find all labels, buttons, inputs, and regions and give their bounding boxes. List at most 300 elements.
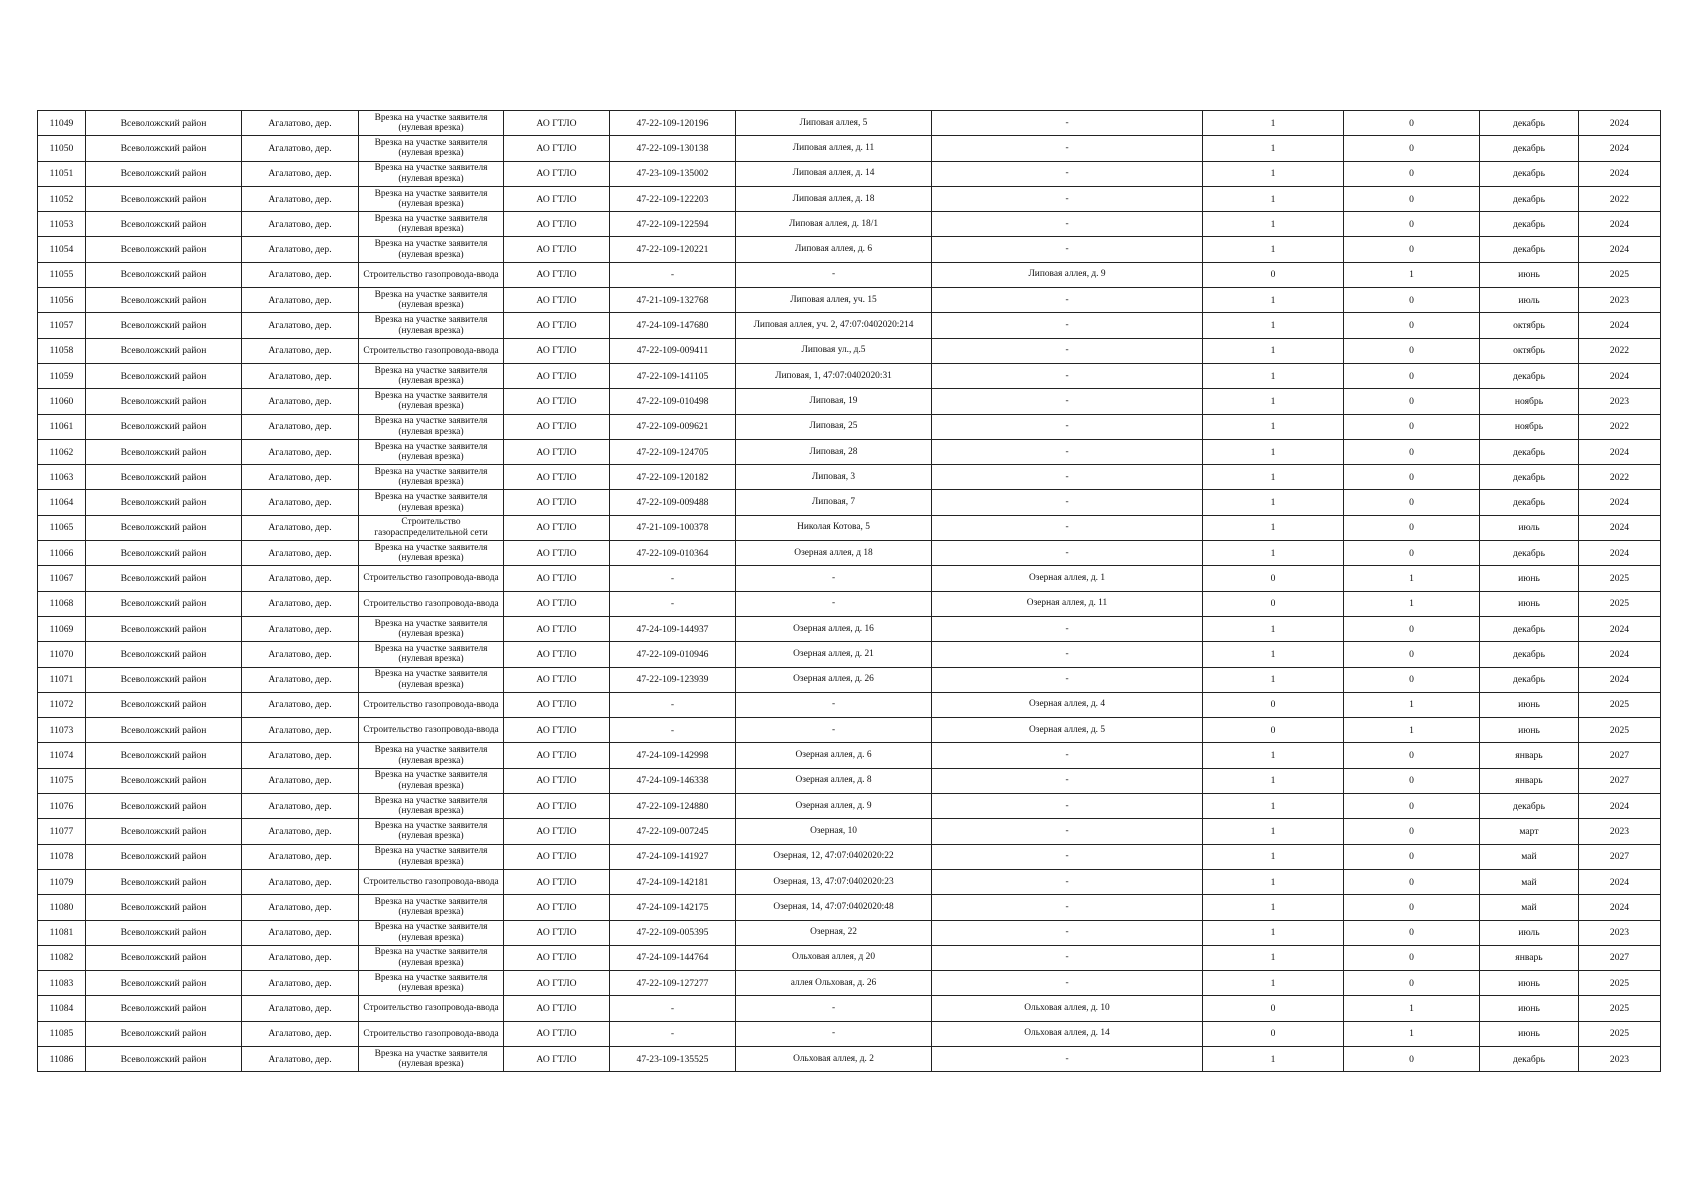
- application-number-cell: 47-22-109-120182: [610, 465, 736, 490]
- year-cell: 2024: [1579, 541, 1661, 566]
- work-type-cell: Строительство газораспределительной сети: [359, 515, 504, 540]
- application-number-cell: 47-22-109-141105: [610, 363, 736, 388]
- table-row: [38, 541, 1661, 566]
- year-cell: 2024: [1579, 642, 1661, 667]
- address-cell: -: [736, 996, 932, 1021]
- district-cell: Всеволожский район: [86, 869, 242, 894]
- settlement-cell: Агалатово, дер.: [242, 566, 359, 591]
- settlement-cell: Агалатово, дер.: [242, 1021, 359, 1046]
- work-type-cell: Врезка на участке заявителя (нулевая врезка): [359, 667, 504, 692]
- year-cell: 2024: [1579, 616, 1661, 641]
- application-number-cell: 47-22-109-007245: [610, 819, 736, 844]
- month-cell: июль: [1480, 920, 1579, 945]
- settlement-cell: Агалатово, дер.: [242, 465, 359, 490]
- count-b-cell: 0: [1344, 1046, 1480, 1071]
- month-cell: декабрь: [1480, 642, 1579, 667]
- address-cell: Озерная аллея, д. 21: [736, 642, 932, 667]
- row-number-cell: 11061: [38, 414, 86, 439]
- settlement-cell: Агалатово, дер.: [242, 945, 359, 970]
- work-type-cell: Врезка на участке заявителя (нулевая врезка): [359, 642, 504, 667]
- year-cell: 2025: [1579, 971, 1661, 996]
- count-a-cell: 1: [1203, 237, 1344, 262]
- settlement-cell: Агалатово, дер.: [242, 262, 359, 287]
- address-cell: Озерная аллея, д 18: [736, 541, 932, 566]
- district-cell: Всеволожский район: [86, 465, 242, 490]
- count-b-cell: 0: [1344, 363, 1480, 388]
- month-cell: декабрь: [1480, 212, 1579, 237]
- month-cell: июнь: [1480, 1021, 1579, 1046]
- month-cell: май: [1480, 869, 1579, 894]
- row-number-cell: 11070: [38, 642, 86, 667]
- count-a-cell: 1: [1203, 794, 1344, 819]
- district-cell: Всеволожский район: [86, 212, 242, 237]
- row-number-cell: 11082: [38, 945, 86, 970]
- month-cell: март: [1480, 819, 1579, 844]
- count-b-cell: 1: [1344, 718, 1480, 743]
- table-row: [38, 186, 1661, 211]
- row-number-cell: 11073: [38, 718, 86, 743]
- count-b-cell: 0: [1344, 490, 1480, 515]
- settlement-cell: Агалатово, дер.: [242, 642, 359, 667]
- settlement-cell: Агалатово, дер.: [242, 591, 359, 616]
- row-number-cell: 11066: [38, 541, 86, 566]
- planned-address-cell: -: [932, 743, 1203, 768]
- count-b-cell: 0: [1344, 920, 1480, 945]
- row-number-cell: 11062: [38, 439, 86, 464]
- table-row: [38, 743, 1661, 768]
- count-b-cell: 0: [1344, 389, 1480, 414]
- month-cell: май: [1480, 895, 1579, 920]
- year-cell: 2023: [1579, 920, 1661, 945]
- table-row: [38, 439, 1661, 464]
- application-number-cell: -: [610, 262, 736, 287]
- planned-address-cell: -: [932, 971, 1203, 996]
- district-cell: Всеволожский район: [86, 819, 242, 844]
- organization-cell: АО ГТЛО: [504, 794, 610, 819]
- district-cell: Всеволожский район: [86, 313, 242, 338]
- address-cell: Ольховая аллея, д. 2: [736, 1046, 932, 1071]
- count-a-cell: 1: [1203, 288, 1344, 313]
- work-type-cell: Врезка на участке заявителя (нулевая врезка): [359, 465, 504, 490]
- organization-cell: АО ГТЛО: [504, 186, 610, 211]
- settlement-cell: Агалатово, дер.: [242, 844, 359, 869]
- count-a-cell: 1: [1203, 111, 1344, 136]
- district-cell: Всеволожский район: [86, 338, 242, 363]
- district-cell: Всеволожский район: [86, 288, 242, 313]
- settlement-cell: Агалатово, дер.: [242, 439, 359, 464]
- count-b-cell: 1: [1344, 591, 1480, 616]
- address-cell: Озерная аллея, д. 6: [736, 743, 932, 768]
- application-number-cell: 47-21-109-100378: [610, 515, 736, 540]
- count-b-cell: 1: [1344, 996, 1480, 1021]
- organization-cell: АО ГТЛО: [504, 844, 610, 869]
- district-cell: Всеволожский район: [86, 920, 242, 945]
- work-type-cell: Врезка на участке заявителя (нулевая врезка): [359, 768, 504, 793]
- row-number-cell: 11067: [38, 566, 86, 591]
- year-cell: 2022: [1579, 465, 1661, 490]
- year-cell: 2027: [1579, 768, 1661, 793]
- work-type-cell: Врезка на участке заявителя (нулевая врезка): [359, 161, 504, 186]
- planned-address-cell: -: [932, 768, 1203, 793]
- planned-address-cell: -: [932, 313, 1203, 338]
- count-a-cell: 1: [1203, 869, 1344, 894]
- address-cell: Липовая, 28: [736, 439, 932, 464]
- year-cell: 2025: [1579, 996, 1661, 1021]
- count-a-cell: 0: [1203, 692, 1344, 717]
- count-a-cell: 1: [1203, 515, 1344, 540]
- count-a-cell: 1: [1203, 313, 1344, 338]
- settlement-cell: Агалатово, дер.: [242, 338, 359, 363]
- organization-cell: АО ГТЛО: [504, 768, 610, 793]
- count-a-cell: 1: [1203, 819, 1344, 844]
- year-cell: 2024: [1579, 212, 1661, 237]
- count-b-cell: 0: [1344, 945, 1480, 970]
- count-a-cell: 0: [1203, 996, 1344, 1021]
- row-number-cell: 11065: [38, 515, 86, 540]
- table-row: [38, 768, 1661, 793]
- organization-cell: АО ГТЛО: [504, 996, 610, 1021]
- row-number-cell: 11063: [38, 465, 86, 490]
- district-cell: Всеволожский район: [86, 642, 242, 667]
- work-type-cell: Врезка на участке заявителя (нулевая врезка): [359, 439, 504, 464]
- planned-address-cell: -: [932, 237, 1203, 262]
- work-type-cell: Строительство газопровода-ввода: [359, 996, 504, 1021]
- application-number-cell: 47-22-109-122594: [610, 212, 736, 237]
- planned-address-cell: -: [932, 1046, 1203, 1071]
- planned-address-cell: Ольховая аллея, д. 14: [932, 1021, 1203, 1046]
- district-cell: Всеволожский район: [86, 363, 242, 388]
- table-row: [38, 996, 1661, 1021]
- count-b-cell: 0: [1344, 288, 1480, 313]
- planned-address-cell: -: [932, 869, 1203, 894]
- month-cell: декабрь: [1480, 136, 1579, 161]
- organization-cell: АО ГТЛО: [504, 363, 610, 388]
- settlement-cell: Агалатово, дер.: [242, 414, 359, 439]
- count-a-cell: 1: [1203, 161, 1344, 186]
- row-number-cell: 11058: [38, 338, 86, 363]
- row-number-cell: 11075: [38, 768, 86, 793]
- table-row: [38, 692, 1661, 717]
- organization-cell: АО ГТЛО: [504, 869, 610, 894]
- district-cell: Всеволожский район: [86, 414, 242, 439]
- address-cell: Озерная аллея, д. 26: [736, 667, 932, 692]
- address-cell: Липовая, 7: [736, 490, 932, 515]
- planned-address-cell: Озерная аллея, д. 4: [932, 692, 1203, 717]
- table-row: [38, 136, 1661, 161]
- table-row: [38, 591, 1661, 616]
- month-cell: ноябрь: [1480, 414, 1579, 439]
- planned-address-cell: -: [932, 111, 1203, 136]
- district-cell: Всеволожский район: [86, 186, 242, 211]
- count-b-cell: 1: [1344, 692, 1480, 717]
- organization-cell: АО ГТЛО: [504, 338, 610, 363]
- table-row: [38, 566, 1661, 591]
- work-type-cell: Врезка на участке заявителя (нулевая врезка): [359, 971, 504, 996]
- settlement-cell: Агалатово, дер.: [242, 515, 359, 540]
- organization-cell: АО ГТЛО: [504, 692, 610, 717]
- district-cell: Всеволожский район: [86, 996, 242, 1021]
- planned-address-cell: -: [932, 541, 1203, 566]
- month-cell: январь: [1480, 945, 1579, 970]
- organization-cell: АО ГТЛО: [504, 591, 610, 616]
- count-b-cell: 0: [1344, 111, 1480, 136]
- settlement-cell: Агалатово, дер.: [242, 111, 359, 136]
- work-type-cell: Врезка на участке заявителя (нулевая врезка): [359, 136, 504, 161]
- planned-address-cell: Ольховая аллея, д. 10: [932, 996, 1203, 1021]
- planned-address-cell: Озерная аллея, д. 11: [932, 591, 1203, 616]
- organization-cell: АО ГТЛО: [504, 718, 610, 743]
- year-cell: 2027: [1579, 945, 1661, 970]
- planned-address-cell: -: [932, 794, 1203, 819]
- organization-cell: АО ГТЛО: [504, 819, 610, 844]
- address-cell: Липовая аллея, д. 11: [736, 136, 932, 161]
- district-cell: Всеволожский район: [86, 844, 242, 869]
- application-number-cell: 47-22-109-010498: [610, 389, 736, 414]
- district-cell: Всеволожский район: [86, 566, 242, 591]
- settlement-cell: Агалатово, дер.: [242, 186, 359, 211]
- address-cell: Липовая, 3: [736, 465, 932, 490]
- month-cell: июль: [1480, 515, 1579, 540]
- count-a-cell: 1: [1203, 186, 1344, 211]
- year-cell: 2023: [1579, 288, 1661, 313]
- year-cell: 2025: [1579, 591, 1661, 616]
- month-cell: июнь: [1480, 591, 1579, 616]
- month-cell: июнь: [1480, 971, 1579, 996]
- organization-cell: АО ГТЛО: [504, 414, 610, 439]
- organization-cell: АО ГТЛО: [504, 945, 610, 970]
- row-number-cell: 11072: [38, 692, 86, 717]
- settlement-cell: Агалатово, дер.: [242, 313, 359, 338]
- planned-address-cell: -: [932, 642, 1203, 667]
- organization-cell: АО ГТЛО: [504, 288, 610, 313]
- year-cell: 2027: [1579, 844, 1661, 869]
- count-b-cell: 0: [1344, 237, 1480, 262]
- work-type-cell: Врезка на участке заявителя (нулевая врезка): [359, 414, 504, 439]
- application-number-cell: 47-22-109-130138: [610, 136, 736, 161]
- table-row: [38, 490, 1661, 515]
- year-cell: 2024: [1579, 490, 1661, 515]
- application-number-cell: 47-23-109-135525: [610, 1046, 736, 1071]
- settlement-cell: Агалатово, дер.: [242, 718, 359, 743]
- count-a-cell: 1: [1203, 338, 1344, 363]
- count-b-cell: 0: [1344, 465, 1480, 490]
- count-a-cell: 1: [1203, 212, 1344, 237]
- count-b-cell: 0: [1344, 667, 1480, 692]
- planned-address-cell: -: [932, 212, 1203, 237]
- month-cell: декабрь: [1480, 439, 1579, 464]
- planned-address-cell: -: [932, 616, 1203, 641]
- application-number-cell: 47-24-109-141927: [610, 844, 736, 869]
- work-type-cell: Врезка на участке заявителя (нулевая врезка): [359, 186, 504, 211]
- count-b-cell: 0: [1344, 515, 1480, 540]
- month-cell: январь: [1480, 768, 1579, 793]
- year-cell: 2024: [1579, 869, 1661, 894]
- table-row: [38, 869, 1661, 894]
- application-number-cell: -: [610, 1021, 736, 1046]
- work-type-cell: Строительство газопровода-ввода: [359, 262, 504, 287]
- month-cell: июнь: [1480, 996, 1579, 1021]
- organization-cell: АО ГТЛО: [504, 971, 610, 996]
- address-cell: -: [736, 262, 932, 287]
- table-row: [38, 111, 1661, 136]
- row-number-cell: 11049: [38, 111, 86, 136]
- row-number-cell: 11080: [38, 895, 86, 920]
- count-b-cell: 0: [1344, 844, 1480, 869]
- month-cell: май: [1480, 844, 1579, 869]
- count-a-cell: 1: [1203, 439, 1344, 464]
- count-a-cell: 1: [1203, 895, 1344, 920]
- table-row: [38, 945, 1661, 970]
- count-a-cell: 0: [1203, 718, 1344, 743]
- month-cell: июнь: [1480, 692, 1579, 717]
- month-cell: декабрь: [1480, 161, 1579, 186]
- row-number-cell: 11060: [38, 389, 86, 414]
- count-b-cell: 0: [1344, 439, 1480, 464]
- district-cell: Всеволожский район: [86, 768, 242, 793]
- table-row: [38, 819, 1661, 844]
- settlement-cell: Агалатово, дер.: [242, 768, 359, 793]
- district-cell: Всеволожский район: [86, 667, 242, 692]
- month-cell: январь: [1480, 743, 1579, 768]
- address-cell: -: [736, 566, 932, 591]
- organization-cell: АО ГТЛО: [504, 237, 610, 262]
- work-type-cell: Врезка на участке заявителя (нулевая врезка): [359, 945, 504, 970]
- year-cell: 2025: [1579, 1021, 1661, 1046]
- count-a-cell: 1: [1203, 465, 1344, 490]
- table-body: [38, 111, 1661, 1072]
- work-type-cell: Врезка на участке заявителя (нулевая врезка): [359, 313, 504, 338]
- address-cell: Ольховая аллея, д 20: [736, 945, 932, 970]
- application-number-cell: 47-21-109-132768: [610, 288, 736, 313]
- year-cell: 2024: [1579, 237, 1661, 262]
- settlement-cell: Агалатово, дер.: [242, 363, 359, 388]
- work-type-cell: Врезка на участке заявителя (нулевая врезка): [359, 1046, 504, 1071]
- address-cell: Липовая аллея, 5: [736, 111, 932, 136]
- work-type-cell: Врезка на участке заявителя (нулевая врезка): [359, 111, 504, 136]
- organization-cell: АО ГТЛО: [504, 515, 610, 540]
- table-row: [38, 667, 1661, 692]
- district-cell: Всеволожский район: [86, 743, 242, 768]
- table-row: [38, 515, 1661, 540]
- count-a-cell: 1: [1203, 363, 1344, 388]
- year-cell: 2022: [1579, 186, 1661, 211]
- planned-address-cell: -: [932, 363, 1203, 388]
- count-b-cell: 0: [1344, 743, 1480, 768]
- month-cell: декабрь: [1480, 1046, 1579, 1071]
- month-cell: декабрь: [1480, 616, 1579, 641]
- address-cell: Липовая аллея, д. 6: [736, 237, 932, 262]
- row-number-cell: 11053: [38, 212, 86, 237]
- work-type-cell: Врезка на участке заявителя (нулевая врезка): [359, 743, 504, 768]
- table-row: [38, 920, 1661, 945]
- district-cell: Всеволожский район: [86, 794, 242, 819]
- count-b-cell: 0: [1344, 768, 1480, 793]
- table-row: [38, 414, 1661, 439]
- month-cell: ноябрь: [1480, 389, 1579, 414]
- organization-cell: АО ГТЛО: [504, 161, 610, 186]
- planned-address-cell: -: [932, 288, 1203, 313]
- address-cell: Озерная, 22: [736, 920, 932, 945]
- application-number-cell: 47-22-109-010946: [610, 642, 736, 667]
- planned-address-cell: -: [932, 515, 1203, 540]
- settlement-cell: Агалатово, дер.: [242, 692, 359, 717]
- row-number-cell: 11079: [38, 869, 86, 894]
- settlement-cell: Агалатово, дер.: [242, 996, 359, 1021]
- count-b-cell: 0: [1344, 971, 1480, 996]
- work-type-cell: Врезка на участке заявителя (нулевая врезка): [359, 920, 504, 945]
- planned-address-cell: -: [932, 819, 1203, 844]
- row-number-cell: 11078: [38, 844, 86, 869]
- month-cell: июль: [1480, 288, 1579, 313]
- count-b-cell: 0: [1344, 136, 1480, 161]
- planned-address-cell: -: [932, 439, 1203, 464]
- work-type-cell: Врезка на участке заявителя (нулевая врезка): [359, 616, 504, 641]
- application-number-cell: 47-22-109-127277: [610, 971, 736, 996]
- work-type-cell: Врезка на участке заявителя (нулевая врезка): [359, 363, 504, 388]
- month-cell: июнь: [1480, 566, 1579, 591]
- row-number-cell: 11069: [38, 616, 86, 641]
- address-cell: Липовая аллея, д. 18: [736, 186, 932, 211]
- organization-cell: АО ГТЛО: [504, 920, 610, 945]
- district-cell: Всеволожский район: [86, 591, 242, 616]
- year-cell: 2027: [1579, 743, 1661, 768]
- row-number-cell: 11081: [38, 920, 86, 945]
- settlement-cell: Агалатово, дер.: [242, 541, 359, 566]
- count-a-cell: 1: [1203, 971, 1344, 996]
- year-cell: 2024: [1579, 363, 1661, 388]
- year-cell: 2022: [1579, 414, 1661, 439]
- table-row: [38, 313, 1661, 338]
- address-cell: Озерная, 10: [736, 819, 932, 844]
- organization-cell: АО ГТЛО: [504, 566, 610, 591]
- count-a-cell: 1: [1203, 768, 1344, 793]
- row-number-cell: 11085: [38, 1021, 86, 1046]
- month-cell: декабрь: [1480, 363, 1579, 388]
- table-row: [38, 1021, 1661, 1046]
- district-cell: Всеволожский район: [86, 237, 242, 262]
- month-cell: декабрь: [1480, 490, 1579, 515]
- district-cell: Всеволожский район: [86, 1021, 242, 1046]
- district-cell: Всеволожский район: [86, 971, 242, 996]
- count-b-cell: 0: [1344, 819, 1480, 844]
- settlement-cell: Агалатово, дер.: [242, 288, 359, 313]
- count-a-cell: 1: [1203, 389, 1344, 414]
- count-a-cell: 1: [1203, 945, 1344, 970]
- data-table: [37, 110, 1661, 1072]
- settlement-cell: Агалатово, дер.: [242, 971, 359, 996]
- month-cell: декабрь: [1480, 541, 1579, 566]
- address-cell: Озерная, 12, 47:07:0402020:22: [736, 844, 932, 869]
- year-cell: 2023: [1579, 389, 1661, 414]
- planned-address-cell: -: [932, 844, 1203, 869]
- count-a-cell: 0: [1203, 591, 1344, 616]
- address-cell: аллея Ольховая, д. 26: [736, 971, 932, 996]
- application-number-cell: 47-22-109-122203: [610, 186, 736, 211]
- month-cell: декабрь: [1480, 465, 1579, 490]
- address-cell: Липовая аллея, д. 14: [736, 161, 932, 186]
- settlement-cell: Агалатово, дер.: [242, 869, 359, 894]
- count-b-cell: 1: [1344, 1021, 1480, 1046]
- address-cell: Озерная аллея, д. 8: [736, 768, 932, 793]
- application-number-cell: 47-24-109-146338: [610, 768, 736, 793]
- address-cell: Липовая аллея, уч. 15: [736, 288, 932, 313]
- row-number-cell: 11059: [38, 363, 86, 388]
- organization-cell: АО ГТЛО: [504, 136, 610, 161]
- organization-cell: АО ГТЛО: [504, 212, 610, 237]
- count-a-cell: 1: [1203, 490, 1344, 515]
- table-row: [38, 288, 1661, 313]
- address-cell: -: [736, 718, 932, 743]
